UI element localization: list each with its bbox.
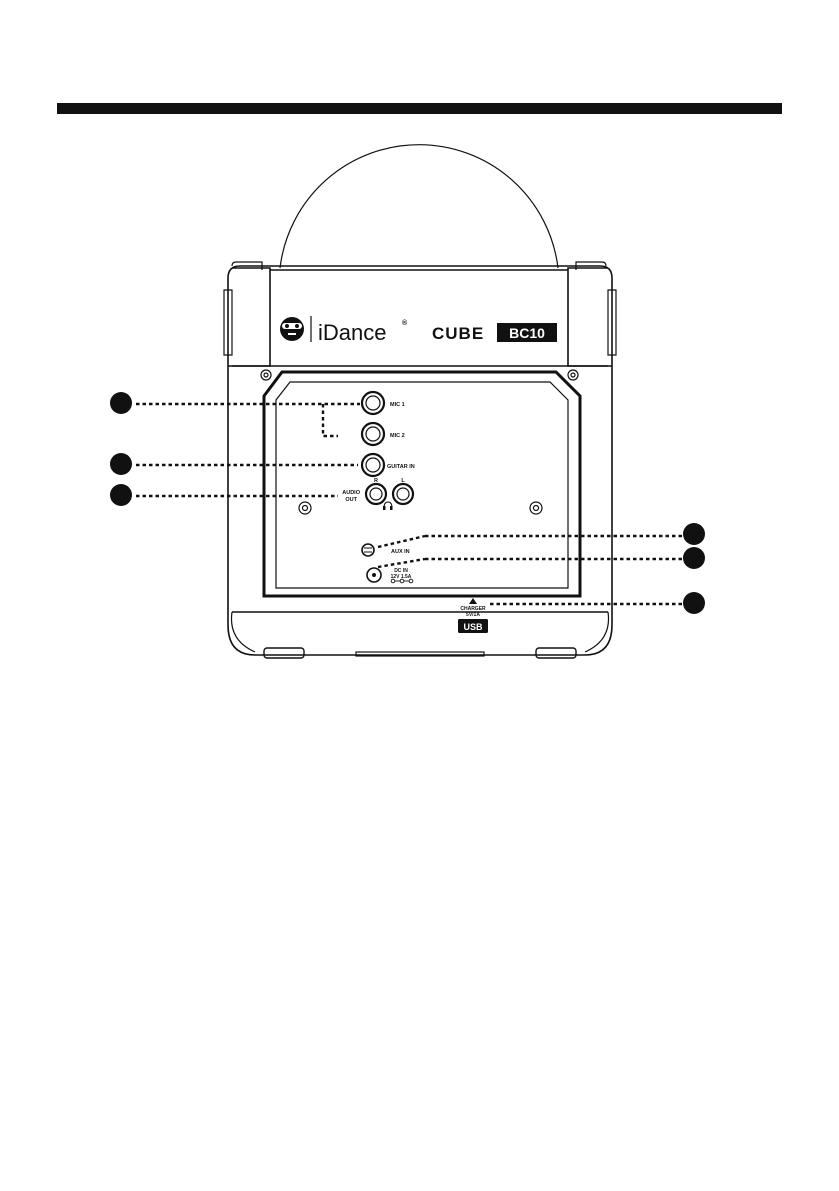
callout-marker-left-3: [110, 484, 132, 506]
jacks: [362, 392, 477, 604]
dc-in-jack: [367, 568, 381, 582]
mic2-label: MIC 2: [390, 433, 405, 439]
usb-label: USB: [463, 622, 483, 632]
model-word: CUBE: [432, 324, 485, 343]
carry-handle: [280, 145, 558, 268]
aux-in-label: AUX IN: [391, 549, 410, 555]
screws: [261, 370, 578, 514]
right-channel-label: R: [374, 478, 378, 484]
dc-in-label-line1: DC IN: [394, 568, 408, 574]
model-code: BC10: [509, 325, 545, 341]
audio-out-label-line1: AUDIO: [342, 490, 360, 496]
mic1-jack: [362, 392, 384, 414]
guitar-in-jack: [362, 454, 384, 476]
mic1-label: MIC 1: [390, 402, 405, 408]
left-channel-label: L: [401, 478, 405, 484]
headphone-icon: [383, 502, 393, 510]
leader-dc-diag: [378, 559, 425, 567]
audio-out-r-jack: [366, 484, 386, 504]
leader-mic2-branch: [323, 404, 338, 436]
callout-marker-left-1: [110, 392, 132, 414]
callout-marker-right-3: [683, 592, 705, 614]
callout-marker-left-2: [110, 453, 132, 475]
aux-in-jack: [362, 544, 374, 556]
brand-logo: [280, 316, 557, 345]
header-bar: [57, 103, 782, 114]
callout-marker-right-2: [683, 547, 705, 569]
leader-aux-diag: [378, 536, 425, 547]
mic2-jack: [362, 423, 384, 445]
charger-label-line2: 5V/1A: [466, 612, 480, 618]
audio-out-l-jack: [393, 484, 413, 504]
guitar-in-label: GUITAR IN: [387, 464, 415, 470]
mascot-icon: [280, 317, 304, 341]
registered-mark: ®: [402, 320, 408, 327]
audio-out-label-line2: OUT: [345, 497, 357, 503]
brand-name: iDance: [318, 320, 387, 345]
charger-label-line1: CHARGER: [460, 606, 486, 612]
charger-icon: [469, 598, 477, 604]
callout-marker-right-1: [683, 523, 705, 545]
dc-in-label-line2: 12V 1.5A: [390, 574, 412, 580]
